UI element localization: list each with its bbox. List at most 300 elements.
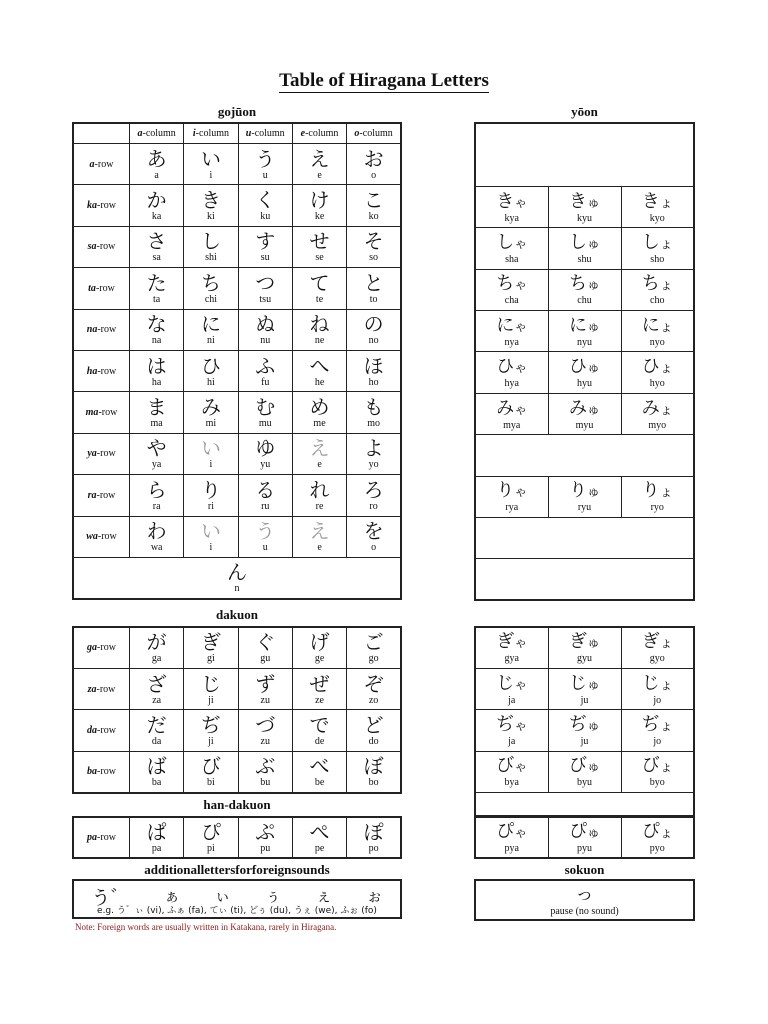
kana-cell [548, 710, 621, 751]
kana-glyph: つ [255, 270, 276, 295]
table-row [73, 475, 401, 516]
row-suffix: -row [97, 832, 116, 844]
romaji-label: gyu [577, 653, 592, 665]
kana-cell [130, 668, 184, 709]
kana-glyph: しょ [641, 231, 673, 253]
kana-cell [130, 516, 184, 557]
kana-glyph: りょ [641, 480, 673, 502]
row-suffix: -row [95, 282, 115, 294]
sokuon-kana: っ [575, 884, 594, 905]
romaji-label: jo [653, 694, 662, 706]
kana-cell [621, 228, 694, 269]
romaji-label: rya [505, 502, 519, 514]
row-header [73, 309, 130, 350]
row-header [73, 817, 130, 858]
romaji-label: se [315, 252, 324, 264]
kana-cell [184, 710, 238, 751]
row-prefix: ra [87, 489, 97, 501]
kana-cell [475, 311, 548, 352]
romaji-label: sha [505, 253, 519, 265]
row-suffix: -row [96, 241, 116, 253]
romaji-label: de [314, 735, 325, 747]
kana-glyph: きゃ [496, 190, 528, 212]
romaji-label: fu [261, 376, 270, 388]
kana-glyph: う [255, 146, 276, 171]
kana-cell [130, 185, 184, 226]
kana-glyph: りゃ [496, 480, 528, 502]
kana-glyph: ぼ [363, 754, 384, 779]
kana-glyph: ひ [200, 353, 221, 378]
romaji-label: shu [577, 253, 592, 265]
romaji-label: pu [260, 843, 271, 855]
page-title: Table of Hiragana Letters [279, 70, 489, 91]
kana-glyph: な [146, 312, 167, 337]
kana-glyph: わ [146, 519, 167, 544]
row-prefix: pa [87, 832, 98, 844]
table-row [73, 751, 401, 792]
kana-cell [292, 309, 346, 350]
kana-cell [621, 627, 694, 668]
kana-cell [475, 751, 548, 792]
kana-glyph: ぢ [200, 712, 221, 737]
row-header [73, 516, 130, 557]
row-prefix: ba [87, 766, 98, 778]
kana-glyph: よ [363, 436, 384, 461]
kana-cell [475, 352, 548, 393]
footnote: Note: Foreign words are usually written in Katakana, rarely in Hiragana. [75, 922, 337, 932]
foreign-sounds-box [72, 879, 402, 919]
kana-cell [184, 350, 238, 391]
romaji-label: o [371, 542, 377, 554]
kana-glyph: びゅ [568, 755, 600, 777]
table-row [73, 433, 401, 474]
kana-cell [548, 817, 621, 858]
yoon-fill-row [475, 559, 694, 600]
row-header [73, 751, 130, 792]
kana-glyph: ぜ [309, 671, 330, 696]
kana-cell [130, 475, 184, 516]
kana-glyph: じゃ [496, 672, 528, 694]
sokuon-heading: sokuon [564, 862, 605, 877]
kana-glyph: じゅ [568, 672, 600, 694]
kana-cell [238, 710, 292, 751]
kana-glyph: ぎ [200, 630, 221, 655]
kana-glyph: にゃ [496, 314, 528, 336]
kana-glyph: ぎゃ [496, 631, 528, 653]
kana-glyph: りゅ [568, 480, 600, 502]
yoon-heading: yōon [571, 104, 598, 119]
yoon-spacer-row [475, 793, 694, 816]
table-row [475, 186, 694, 227]
kana-cell [621, 269, 694, 310]
kana-cell [475, 269, 548, 310]
kana-glyph: ちゃ [496, 273, 528, 295]
kana-glyph: に [200, 312, 221, 337]
romaji-label: be [314, 777, 325, 789]
kana-cell [621, 668, 694, 709]
romaji-label: ryo [650, 502, 664, 514]
handakuon-yoon-table [474, 816, 695, 859]
kana-glyph: ほ [363, 353, 384, 378]
kana-glyph: ぬ [255, 312, 276, 337]
kana-cell [292, 817, 346, 858]
kana-glyph: ぴょ [641, 821, 673, 843]
kana-cell [184, 433, 238, 474]
kana-cell-n [73, 557, 401, 598]
kana-cell [548, 269, 621, 310]
romaji-label: gu [260, 653, 271, 665]
romaji-label: wa [150, 542, 163, 554]
romaji-label: u [262, 169, 268, 181]
kana-cell [238, 185, 292, 226]
column-suffix: -column [195, 128, 229, 139]
row-prefix: ha [86, 365, 98, 377]
romaji-label: ka [151, 211, 162, 223]
kana-cell [621, 476, 694, 517]
foreign-letter: う゛ [91, 887, 130, 909]
kana-cell [548, 627, 621, 668]
kana-glyph: こ [363, 188, 384, 213]
romaji-label: ja [508, 694, 516, 706]
kana-cell [548, 393, 621, 434]
romaji-label: zu [260, 735, 270, 747]
kana-glyph: ば [146, 754, 167, 779]
foreign-letter: ぁ [163, 886, 180, 905]
kana-cell [347, 226, 401, 267]
kana-glyph: ひょ [641, 356, 673, 378]
handakuon-heading: han-dakuon [203, 797, 271, 812]
romaji-label: ki [207, 211, 215, 223]
kana-cell [292, 668, 346, 709]
kana-cell [238, 392, 292, 433]
row-prefix: a [89, 158, 95, 170]
table-row [475, 751, 694, 792]
romaji-label: te [315, 293, 324, 305]
romaji-label: jo [653, 735, 662, 747]
kana-cell [184, 668, 238, 709]
kana-glyph: ん [227, 560, 247, 585]
kana-cell [130, 751, 184, 792]
romaji-label: ke [314, 211, 325, 223]
romaji-label: hya [504, 378, 519, 390]
romaji-label: so [369, 252, 379, 264]
romaji-label: go [368, 653, 379, 665]
kana-glyph: ぞ [363, 671, 384, 696]
romaji-label: ha [151, 376, 162, 388]
kana-cell [238, 668, 292, 709]
kana-glyph: え [309, 146, 330, 171]
row-header [73, 350, 130, 391]
romaji-label: gya [504, 653, 519, 665]
romaji-label: byo [649, 777, 665, 789]
kana-cell [621, 817, 694, 858]
kana-glyph: そ [363, 229, 384, 254]
romaji-label: mo [367, 418, 380, 430]
kana-glyph: り [200, 477, 221, 502]
handakuon-table [72, 816, 402, 859]
romaji-label: ri [207, 500, 214, 512]
table-row [475, 476, 694, 517]
romaji-label: bo [368, 777, 379, 789]
empty-cell [475, 559, 694, 600]
kana-cell [347, 751, 401, 792]
kana-glyph: ぷ [255, 820, 276, 845]
row-prefix: ka [87, 200, 98, 212]
table-row [73, 817, 401, 858]
kana-cell [292, 268, 346, 309]
foreign-example: e.g. う゛ぃ (vi), ふぁ (fa), てぃ (ti), どぅ (du), うぇ (we), ふぉ (fo) [97, 906, 377, 916]
row-suffix: -row [98, 407, 118, 419]
romaji-label: ba [151, 777, 162, 789]
romaji-label: yu [260, 459, 271, 471]
row-header [73, 144, 130, 185]
kana-glyph: にょ [641, 314, 673, 336]
kana-glyph: びゃ [496, 755, 528, 777]
kana-glyph: づ [255, 712, 276, 737]
kana-cell [347, 516, 401, 557]
romaji-label: mya [503, 419, 521, 431]
kana-glyph: ぴゃ [496, 821, 528, 843]
romaji-label: cha [504, 295, 519, 307]
row-header [73, 475, 130, 516]
row-header [73, 268, 130, 309]
column-prefix: e [300, 128, 306, 139]
kana-glyph: ま [146, 395, 167, 420]
kana-glyph: ぎゅ [568, 631, 600, 653]
romaji-label: ryu [577, 502, 592, 514]
kana-cell [347, 392, 401, 433]
romaji-label: ju [580, 735, 589, 747]
kana-cell [292, 751, 346, 792]
row-suffix: -row [97, 766, 116, 778]
romaji-label: ge [314, 653, 325, 665]
kana-glyph: びょ [641, 755, 673, 777]
romaji-label: gi [207, 653, 215, 665]
romaji-label: i [209, 542, 213, 554]
romaji-label: e [317, 542, 322, 554]
row-prefix: sa [87, 241, 97, 253]
romaji-label: kya [504, 212, 519, 224]
kana-cell [475, 668, 548, 709]
kana-cell [347, 668, 401, 709]
kana-cell [548, 352, 621, 393]
romaji-label: bi [207, 777, 215, 789]
kana-glyph: じ [200, 671, 221, 696]
romaji-label: bu [260, 777, 271, 789]
row-suffix: -row [94, 158, 114, 170]
kana-cell [475, 627, 548, 668]
kana-glyph: げ [309, 630, 330, 655]
kana-cell [548, 476, 621, 517]
romaji-label: me [313, 418, 326, 430]
dakuon-yoon-table [474, 626, 695, 817]
kana-glyph: ね [309, 312, 330, 337]
row-prefix: da [87, 724, 98, 736]
romaji-label: ru [261, 500, 270, 512]
kana-cell [347, 185, 401, 226]
kana-glyph: と [363, 270, 384, 295]
kana-glyph: ふ [255, 353, 276, 378]
kana-glyph: は [146, 353, 167, 378]
kana-cell [238, 817, 292, 858]
romaji-label: bya [504, 777, 519, 789]
romaji-label: pe [314, 843, 325, 855]
romaji-label: ma [150, 418, 163, 430]
row-prefix: ya [87, 448, 97, 460]
table-row [475, 817, 694, 858]
sokuon-label: pause (no sound) [550, 906, 619, 917]
kana-cell [347, 817, 401, 858]
romaji-label: to [369, 293, 378, 305]
kana-cell [347, 710, 401, 751]
row-prefix: ma [85, 407, 99, 419]
romaji-label: ji [208, 735, 214, 747]
kana-glyph: ぎょ [641, 631, 673, 653]
romaji-label: mi [205, 418, 217, 430]
row-prefix: na [86, 324, 98, 336]
kana-glyph: ひゃ [496, 356, 528, 378]
kana-glyph: ぢゅ [568, 713, 600, 735]
kana-glyph: ちょ [641, 273, 673, 295]
kana-cell [238, 226, 292, 267]
yoon-table [474, 122, 695, 601]
kana-glyph: ぴゅ [568, 821, 600, 843]
kana-cell [621, 710, 694, 751]
romaji-label: ze [315, 694, 324, 706]
kana-cell [184, 392, 238, 433]
kana-glyph: ゆ [255, 436, 276, 461]
kana-cell [238, 350, 292, 391]
row-suffix: -row [96, 448, 116, 460]
kana-cell [184, 817, 238, 858]
romaji-label: cho [650, 295, 665, 307]
romaji-label: sa [152, 252, 161, 264]
romaji-label: ku [260, 211, 271, 223]
kana-glyph: みゅ [568, 397, 600, 419]
empty-cell [475, 435, 694, 476]
romaji-label: n [234, 583, 240, 595]
kana-cell [238, 516, 292, 557]
row-suffix: -row [96, 683, 116, 695]
kana-glyph: だ [146, 712, 167, 737]
kana-glyph: しゃ [496, 231, 528, 253]
table-row [475, 269, 694, 310]
romaji-label: hyo [649, 378, 665, 390]
romaji-label: e [317, 459, 322, 471]
romaji-label: ko [368, 211, 379, 223]
kana-glyph: す [255, 229, 276, 254]
kana-glyph: ぽ [363, 820, 384, 845]
table-row [73, 627, 401, 668]
kana-glyph: る [255, 477, 276, 502]
table-row [73, 516, 401, 557]
kana-glyph: べ [309, 754, 330, 779]
table-row [475, 710, 694, 751]
romaji-label: ja [508, 735, 516, 747]
kana-glyph: ちゅ [568, 273, 600, 295]
kana-glyph: く [255, 188, 276, 213]
column-header [347, 123, 401, 144]
kana-cell [292, 433, 346, 474]
romaji-label: i [209, 459, 213, 471]
column-suffix: -column [305, 128, 339, 139]
kana-glyph: や [146, 436, 167, 461]
romaji-label: kyu [577, 212, 592, 224]
table-row [73, 268, 401, 309]
corner-cell [73, 123, 130, 144]
gojuon-heading: gojūon [217, 104, 257, 119]
column-prefix: o [354, 128, 360, 139]
column-header [292, 123, 346, 144]
row-suffix: -row [97, 365, 117, 377]
kana-glyph: て [309, 270, 330, 295]
romaji-label: nu [260, 335, 271, 347]
romaji-label: pi [207, 843, 215, 855]
romaji-label: a [154, 169, 159, 181]
kana-glyph: ぢゃ [496, 713, 528, 735]
kana-cell [238, 627, 292, 668]
kana-cell [548, 186, 621, 227]
table-row [475, 352, 694, 393]
kana-cell [130, 144, 184, 185]
column-header [130, 123, 184, 144]
romaji-label: sho [650, 253, 665, 265]
kana-glyph: け [309, 188, 330, 213]
kana-glyph: ち [200, 270, 221, 295]
kana-glyph: ど [363, 712, 384, 737]
kana-cell [475, 817, 548, 858]
kana-cell [130, 268, 184, 309]
foreign-letter: ぇ [315, 886, 332, 905]
column-suffix: -column [251, 128, 285, 139]
column-prefix: u [245, 128, 252, 139]
kana-cell [347, 309, 401, 350]
kana-glyph: ぐ [255, 630, 276, 655]
kana-cell [238, 268, 292, 309]
kana-cell [475, 476, 548, 517]
kana-cell [292, 627, 346, 668]
kana-glyph: じょ [641, 672, 673, 694]
row-header [73, 710, 130, 751]
row-suffix: -row [97, 324, 117, 336]
kana-cell [292, 710, 346, 751]
kana-cell [292, 475, 346, 516]
kana-cell [238, 309, 292, 350]
kana-cell [347, 268, 401, 309]
kana-cell [292, 392, 346, 433]
romaji-label: o [371, 169, 377, 181]
table-row [73, 392, 401, 433]
kana-glyph: が [146, 630, 167, 655]
kana-cell [475, 228, 548, 269]
row-suffix: -row [97, 200, 116, 212]
kana-cell [475, 393, 548, 434]
romaji-label: myu [575, 419, 594, 431]
row-suffix: -row [97, 642, 116, 654]
kana-glyph: みょ [641, 397, 673, 419]
foreign-letter: ぅ [265, 886, 282, 905]
romaji-label: chi [204, 293, 218, 305]
dakuon-heading: dakuon [216, 607, 258, 622]
kana-cell [184, 144, 238, 185]
romaji-label: nya [504, 336, 519, 348]
kana-glyph: ぺ [309, 820, 330, 845]
kana-glyph: の [363, 312, 384, 337]
row-prefix: ga [87, 642, 98, 654]
kana-glyph: ご [363, 630, 384, 655]
romaji-label: no [368, 335, 379, 347]
table-row [73, 668, 401, 709]
